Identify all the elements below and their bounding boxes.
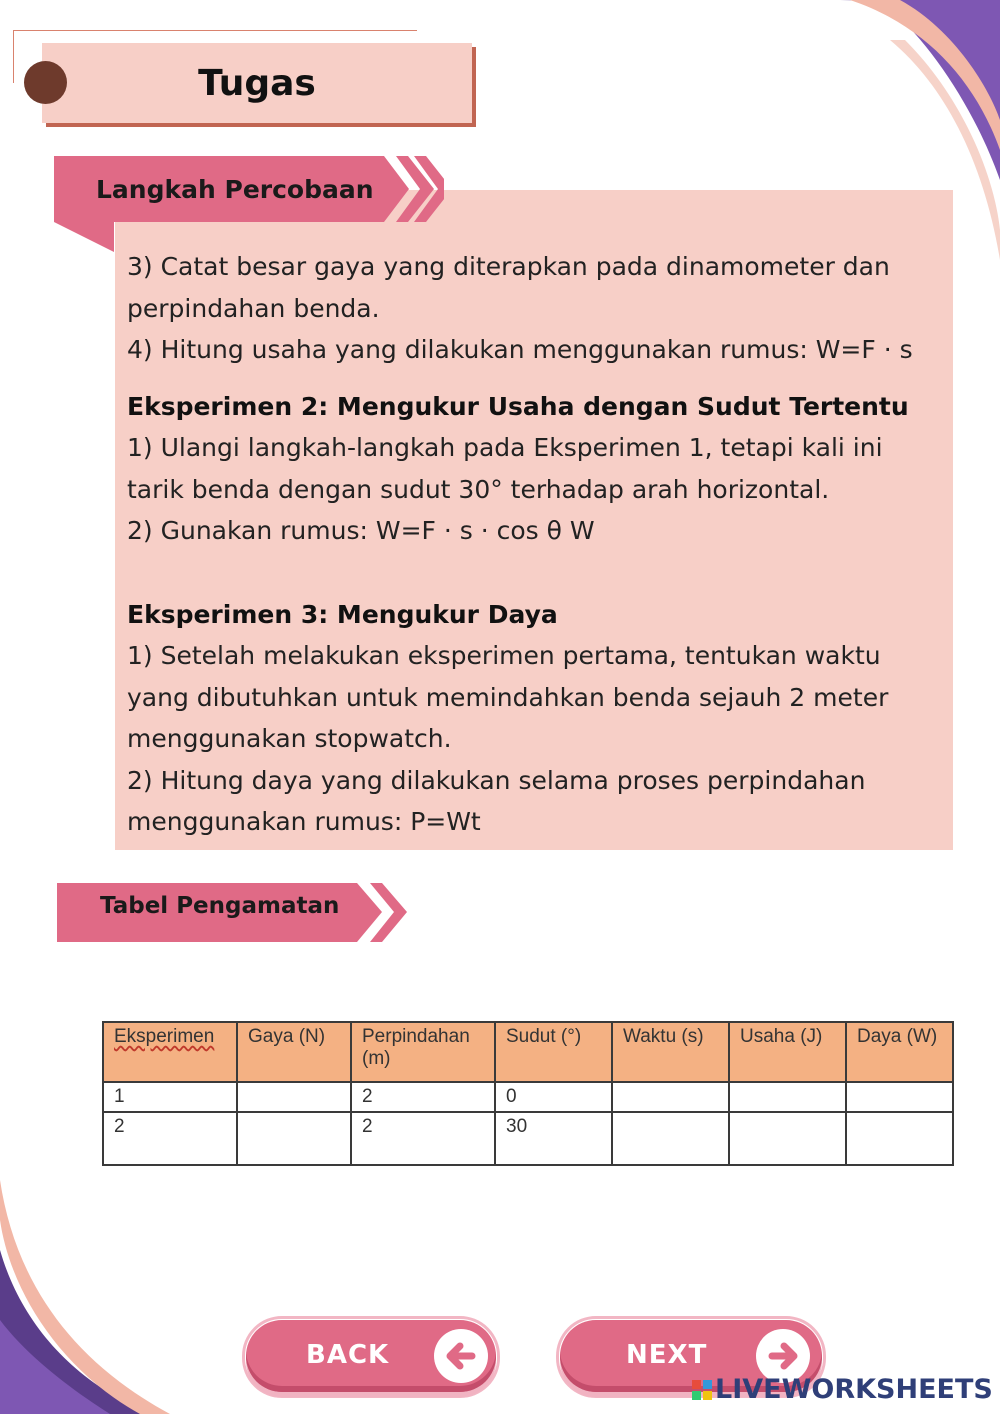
cell-usaha-input[interactable] [729, 1082, 846, 1112]
step-4: 4) Hitung usaha yang dilakukan menggunakan rumus: W=F · s [127, 335, 913, 364]
table-row [103, 1082, 953, 1112]
header-sudut: Sudut (°) [495, 1022, 612, 1082]
table-banner [57, 883, 417, 943]
steps-content [127, 246, 947, 843]
experiment-2-step-2: 2) Gunakan rumus: W=F · s · cos θ W [127, 516, 595, 545]
steps-banner-label: Langkah Percobaan [96, 175, 374, 204]
cell-gaya-input[interactable] [237, 1112, 351, 1165]
table-header-row [103, 1022, 953, 1082]
cell-waktu-input[interactable] [612, 1082, 729, 1112]
cell-waktu-input[interactable] [612, 1112, 729, 1165]
back-button[interactable] [246, 1320, 496, 1392]
steps-banner-shape [54, 156, 444, 252]
page-title: Tugas [198, 62, 316, 104]
arrow-left-icon [434, 1329, 488, 1383]
step-3: 3) Catat besar gaya yang diterapkan pada dinamometer dan perpindahan benda. [127, 252, 890, 323]
header-perpindahan: Perpindahan (m) [351, 1022, 495, 1082]
header-gaya: Gaya (N) [237, 1022, 351, 1082]
cell-gaya-input[interactable] [237, 1082, 351, 1112]
cell-eksperimen: 1 [103, 1082, 237, 1112]
cell-perpindahan: 2 [351, 1082, 495, 1112]
cell-sudut: 0 [495, 1082, 612, 1112]
header-eksperimen: Eksperimen [103, 1022, 237, 1082]
cell-daya-input[interactable] [846, 1082, 953, 1112]
table-row [103, 1112, 953, 1165]
experiment-3-title: Eksperimen 3: Mengukur Daya [127, 599, 558, 629]
header-daya: Daya (W) [846, 1022, 953, 1082]
cell-usaha-input[interactable] [729, 1112, 846, 1165]
liveworksheets-watermark [692, 1374, 993, 1405]
title-bullet [24, 61, 67, 104]
steps-banner [54, 156, 444, 252]
back-button-label: BACK [306, 1340, 390, 1370]
title-box [42, 43, 472, 123]
header-usaha: Usaha (J) [729, 1022, 846, 1082]
observation-table [102, 1021, 954, 1166]
cell-daya-input[interactable] [846, 1112, 953, 1165]
cell-sudut: 30 [495, 1112, 612, 1165]
experiment-3-step-2: 2) Hitung daya yang dilakukan selama proses perpindahan menggunakan rumus: P=Wt [127, 765, 866, 836]
cell-perpindahan: 2 [351, 1112, 495, 1165]
liveworksheets-logo-icon [692, 1380, 712, 1400]
table-banner-label: Tabel Pengamatan [100, 893, 340, 919]
next-button-label: NEXT [626, 1340, 708, 1370]
experiment-2-title: Eksperimen 2: Mengukur Usaha dengan Sudut Tertentu [127, 391, 909, 421]
header-waktu: Waktu (s) [612, 1022, 729, 1082]
cell-eksperimen: 2 [103, 1112, 237, 1165]
experiment-2-step-1: 1) Ulangi langkah-langkah pada Eksperimen 1, tetapi kali ini tarik benda dengan sudut 30° terhadap arah horizontal. [127, 433, 883, 504]
experiment-3-step-1: 1) Setelah melakukan eksperimen pertama, tentukan waktu yang dibutuhkan untuk memindahkan benda sejauh 2 meter menggunakan stopwatch. [127, 641, 889, 753]
watermark-text: LIVEWORKSHEETS [715, 1374, 993, 1405]
